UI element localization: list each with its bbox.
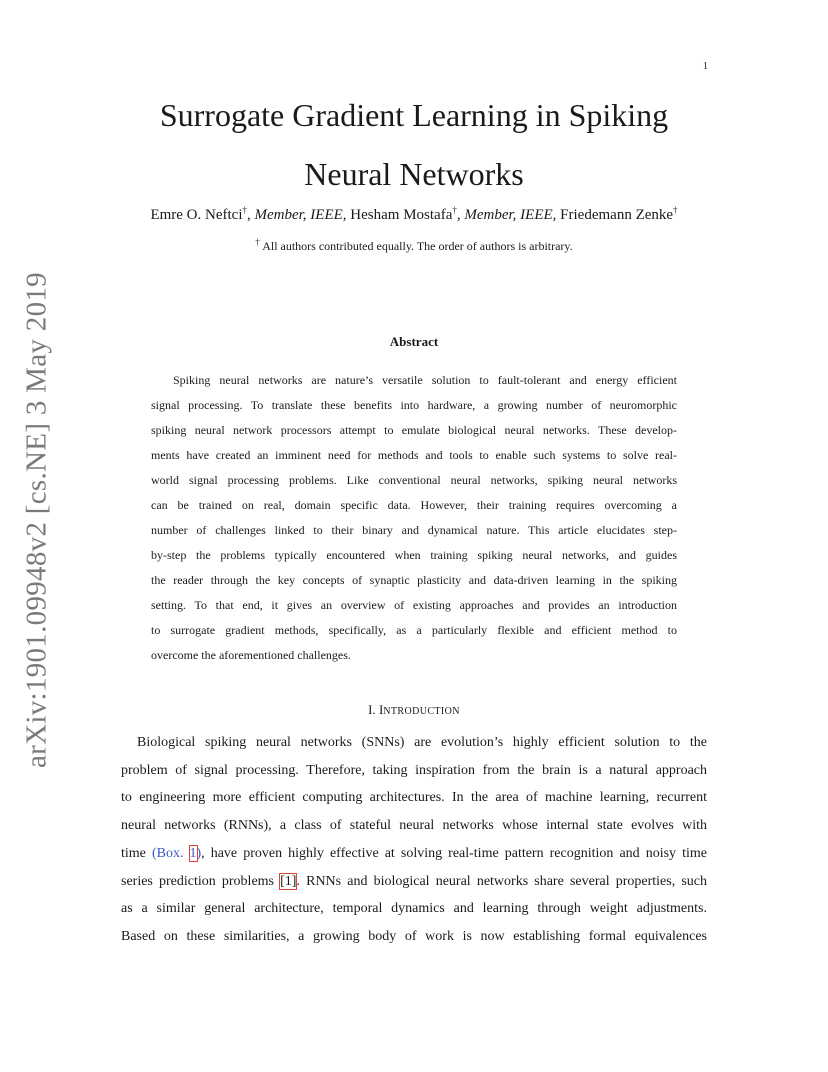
intro-text: , have proven highly effective at solving real-time pattern recognition and noisy time	[201, 845, 707, 861]
note-text: All authors contributed equally. The order of authors is arbitrary.	[262, 239, 573, 253]
box-reference-number: 1	[189, 845, 197, 861]
intro-line	[121, 840, 707, 868]
abstract-line: to surrogate gradient methods, specifically, as a particularly flexible and efficient method to	[151, 623, 677, 637]
box-reference-link[interactable]	[152, 846, 197, 861]
author-role: Member, IEEE,	[464, 207, 557, 223]
note-mark: †	[255, 237, 260, 247]
equal-contribution-mark: †	[242, 205, 247, 215]
abstract-line: spiking neural network processors attempt to emulate biological neural networks. These develop-	[151, 423, 677, 437]
abstract-heading: Abstract	[389, 334, 439, 349]
intro-line: to engineering more efficient computing architectures. In the area of machine learning, recurrent	[121, 790, 707, 806]
citation-link[interactable]: [1]	[280, 873, 297, 889]
arxiv-identifier-stamp: arXiv:1901.09948v2 [cs.NE] 3 May 2019	[20, 272, 53, 768]
abstract-line: number of challenges linked to their binary and dynamical nature. This article elucidates step-	[151, 523, 677, 537]
abstract-line: ments have created an imminent need for methods and tools to enable such systems to solve real-	[151, 448, 677, 462]
abstract-line: overcome the aforementioned challenges.	[151, 648, 351, 662]
box-reference-close: )	[196, 845, 202, 861]
intro-line: Based on these similarities, a growing body of work is now establishing formal equivalences	[121, 928, 707, 944]
section-title-initial: I	[378, 702, 384, 717]
author-name: Hesham Mostafa	[350, 207, 453, 223]
intro-text: time	[121, 845, 152, 861]
abstract-body	[151, 368, 677, 668]
page-number: 1	[703, 61, 708, 72]
intro-text: series prediction problems	[121, 873, 281, 889]
introduction-paragraph	[121, 729, 707, 951]
paper-title	[120, 86, 708, 204]
intro-line	[121, 868, 707, 896]
author-name: Emre O. Neftci	[150, 207, 243, 223]
author-list: Emre O. Neftci†, Member, IEEE, Hesham Mostafa†, Member, IEEE, Friedemann Zenke†	[150, 205, 678, 223]
intro-line: problem of signal processing. Therefore, taking inspiration from the brain is a natural approach	[121, 762, 707, 778]
abstract-line: by-step the problems typically encountered when training spiking neural networks, and guides	[151, 548, 677, 562]
abstract-line: signal processing. To translate these benefits into hardware, a growing number of neuromorphic	[151, 398, 677, 412]
intro-line: neural networks (RNNs), a class of stateful neural networks whose internal state evolves with	[121, 818, 707, 834]
intro-line: as a similar general architecture, temporal dynamics and learning through weight adjustments.	[121, 901, 707, 917]
equal-contribution-mark: †	[673, 205, 678, 215]
box-reference-label: (Box.	[151, 845, 190, 861]
intro-line: Biological spiking neural networks (SNNs) are evolution’s highly efficient solution to the	[137, 735, 707, 750]
section-title	[379, 702, 460, 717]
abstract-line: Spiking neural networks are nature’s versatile solution to fault-tolerant and energy efficient	[173, 373, 677, 387]
intro-text: . RNNs and biological neural networks share several properties, such	[296, 873, 707, 889]
author-role: Member, IEEE,	[254, 207, 347, 223]
section-title-rest: NTRODUCTION	[383, 706, 460, 717]
section-heading-introduction	[120, 702, 708, 718]
section-number: I.	[368, 702, 376, 717]
author-name: Friedemann Zenke	[560, 207, 674, 223]
author-note	[110, 237, 718, 254]
abstract-line: the reader through the key concepts of synaptic plasticity and data-driven learning in the spiking	[151, 573, 677, 587]
abstract-line: can be trained on real, domain specific data. However, their training requires overcoming a	[151, 498, 677, 512]
abstract-line: world signal processing problems. Like conventional neural networks, spiking neural networks	[151, 473, 677, 487]
title-line-2: Neural Networks	[304, 156, 524, 192]
title-line-1: Surrogate Gradient Learning in Spiking	[159, 97, 669, 133]
equal-contribution-mark: †	[452, 205, 457, 215]
abstract-line: setting. To that end, it gives an overview of existing approaches and provides an introduction	[151, 598, 677, 612]
